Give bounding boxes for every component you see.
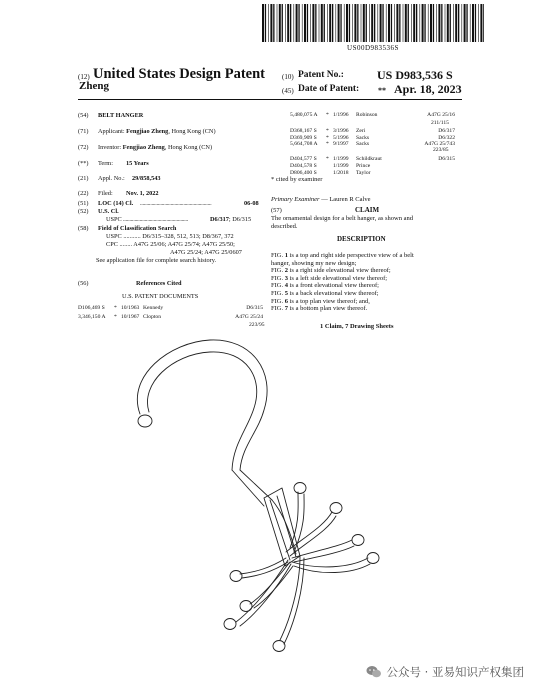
- ref-class: D6/315: [438, 156, 455, 162]
- figure-number: 1: [284, 252, 288, 259]
- ref-name: Kennedy: [143, 305, 164, 311]
- loc-label: LOC (14) Cl.: [98, 200, 134, 207]
- ref-class: D6/322: [438, 135, 455, 141]
- figure-text: is a back elevational view thereof;: [287, 289, 379, 297]
- ref-number: D106,469 S: [78, 305, 105, 311]
- ref-date: 3/1996: [333, 128, 349, 134]
- code-71: (71): [78, 128, 89, 135]
- figure-number: 4: [284, 282, 288, 290]
- ref-date: 9/1997: [333, 141, 349, 147]
- ref-name: Robinson: [356, 112, 378, 118]
- ref-date: 1/2018: [333, 170, 349, 176]
- ref-name: Prince: [356, 163, 371, 169]
- references-cited-label: References Cited: [136, 280, 182, 287]
- figure-text: is a top plan view thereof; and,: [287, 297, 370, 305]
- claim-line-1: The ornamental design for a belt hanger, as shown and: [271, 215, 413, 222]
- ref-mark: *: [326, 156, 329, 162]
- ref-mark: *: [326, 141, 329, 147]
- code-72: (72): [78, 144, 89, 151]
- ref-number: 5,480,075 A: [290, 112, 318, 118]
- uspc-dots: ...................................................: [123, 216, 188, 223]
- inventor-label: Inventor:: [98, 144, 122, 151]
- us-cl-label: U.S. Cl.: [98, 208, 119, 215]
- ref-class: A47G 25/16: [427, 112, 455, 118]
- code-45: (45): [282, 87, 294, 95]
- figure-prefix: FIG.: [271, 289, 285, 297]
- filed-value: Nov. 1, 2022: [126, 190, 159, 197]
- date-mark: **: [378, 86, 386, 95]
- figure-prefix: FIG.: [271, 252, 285, 259]
- term-value: 15 Years: [126, 160, 149, 167]
- watermark-text: 公众号 · 亚易知识产权集团: [386, 665, 524, 679]
- claim-heading: CLAIM: [355, 206, 380, 214]
- code-57: (57): [271, 207, 282, 214]
- uspc-label: USPC: [106, 216, 122, 223]
- figure-prefix: FIG.: [271, 274, 285, 282]
- claim-line-2: described.: [271, 223, 298, 231]
- filed-label: Filed:: [98, 190, 113, 197]
- ref-name: Zeri: [356, 128, 366, 134]
- code-51: (51): [78, 200, 89, 207]
- ref-class: D6/317: [438, 128, 455, 134]
- code-22: (22): [78, 190, 89, 197]
- figure-text: hanger, showing my new design;: [271, 259, 357, 267]
- barcode-number: US00D983536S: [347, 44, 399, 52]
- figure-prefix: FIG.: [271, 282, 285, 290]
- ref-number: 5,664,708 A: [290, 141, 318, 147]
- figure-number: 6: [284, 297, 288, 305]
- field-search-label: Field of Classification Search: [98, 225, 177, 232]
- ref-continuation-2: 223/85: [433, 147, 449, 153]
- us-docs-heading: U.S. PATENT DOCUMENTS: [122, 293, 199, 300]
- ref-date: 5/1996: [333, 135, 349, 141]
- ref-date: 1/1999: [333, 156, 349, 162]
- ref-mark: *: [326, 135, 329, 141]
- figure-number: 5: [284, 289, 288, 297]
- applicant-location: , Hong Kong (CN): [168, 128, 216, 135]
- ref-number: D404,577 S: [290, 156, 317, 162]
- ref-number: D368,167 S: [290, 128, 317, 134]
- watermark: [366, 664, 524, 680]
- ref-date: 10/1967: [121, 314, 140, 320]
- date-label: Date of Patent:: [298, 84, 360, 94]
- figure-prefix: FIG.: [271, 305, 285, 313]
- ref-mark: *: [114, 314, 117, 320]
- ref-number: 3,346,150 A: [78, 314, 106, 320]
- code-58: (58): [78, 225, 89, 232]
- appl-no-label: Appl. No.:: [98, 175, 125, 182]
- examiner-name: — Lauren R Calve: [321, 196, 371, 203]
- code-52: (52): [78, 208, 89, 215]
- ref-mark: *: [326, 112, 329, 118]
- uspc-main: D6/317: [210, 216, 229, 223]
- figure-prefix: FIG.: [271, 297, 285, 305]
- uspc-rest: ; D6/315: [228, 216, 252, 223]
- search-line-2: CPC ........ A47G 25/06; A47G 25/74; A47G 25/50;: [106, 241, 235, 248]
- term-label: Term:: [98, 160, 113, 167]
- ref-date: 1/1996: [333, 112, 349, 118]
- search-line-3: A47G 25/24; A47G 25/0607: [170, 249, 242, 256]
- ref-number: D369,909 S: [290, 135, 317, 141]
- code-21: (21): [78, 175, 89, 182]
- code-10: (10): [282, 73, 294, 81]
- applicant-name: Fengjiao Zheng: [126, 128, 169, 135]
- ref-date: 1/1999: [333, 163, 349, 169]
- figure-number: 7: [284, 305, 288, 313]
- inventor-name: Fengjiao Zheng: [122, 144, 165, 151]
- patent-no-label: Patent No.:: [298, 70, 344, 80]
- figure-text: is a right side elevational view thereof;: [287, 267, 391, 275]
- wechat-icon: [366, 665, 382, 679]
- figure-prefix: FIG.: [271, 267, 285, 275]
- ref-name: Sacks: [356, 135, 370, 141]
- figure-number: 3: [284, 274, 288, 282]
- inventor-location: , Hong Kong (CN): [164, 144, 213, 151]
- ref-name: Clopton: [143, 314, 162, 320]
- ref-class: D6/315: [246, 305, 263, 311]
- ref-date: 10/1963: [121, 305, 140, 311]
- loc-dots: ........................................................: [140, 200, 212, 207]
- figure-text: is a top and right side perspective view of a belt: [287, 252, 414, 259]
- ref-number: D806,400 S: [290, 170, 317, 176]
- ref-name: Taylor: [356, 170, 371, 176]
- search-line-4: See application file for complete search history.: [96, 257, 217, 264]
- ref-mark: *: [326, 128, 329, 134]
- code-56: (56): [78, 280, 89, 287]
- ref-class: A47G 25/743: [424, 141, 455, 147]
- figure-text: is a front elevational view thereof;: [287, 282, 379, 290]
- ref-number: D404,578 S: [290, 163, 317, 169]
- applicant-label: Applicant:: [98, 128, 125, 135]
- design-title: BELT HANGER: [98, 112, 144, 119]
- ref-mark: *: [114, 305, 117, 311]
- patent-date: Apr. 18, 2023: [394, 82, 462, 96]
- code-12: (12): [78, 73, 90, 81]
- ref-name: Sacks: [356, 141, 370, 147]
- code-term: (**): [78, 160, 89, 167]
- ref-continuation: 223/95: [249, 322, 265, 328]
- code-54: (54): [78, 112, 89, 119]
- loc-value: 06-08: [244, 200, 259, 207]
- figure-text: is a bottom plan view thereof.: [287, 305, 368, 313]
- ref-class: A47G 25/24: [235, 314, 263, 320]
- search-line-1: USPC ........... D6/315–328, 512, 513; D8/367, 372: [106, 233, 234, 240]
- patent-number: US D983,536 S: [377, 68, 453, 82]
- inventor-surname: Zheng: [79, 80, 109, 92]
- figure-number: 2: [284, 267, 288, 275]
- cited-note: * cited by examiner: [271, 176, 323, 183]
- description-heading: DESCRIPTION: [337, 235, 386, 243]
- figure-text: is a left side elevational view thereof;: [287, 274, 388, 282]
- patent-title: United States Design Patent: [93, 66, 265, 82]
- ref-continuation-1: 211/115: [431, 120, 449, 126]
- appl-no-value: 29/858,543: [132, 175, 161, 182]
- claims-sheets-count: 1 Claim, 7 Drawing Sheets: [320, 323, 394, 330]
- examiner-label: Primary Examiner: [271, 196, 320, 203]
- ref-name: Schildkraut: [356, 156, 382, 162]
